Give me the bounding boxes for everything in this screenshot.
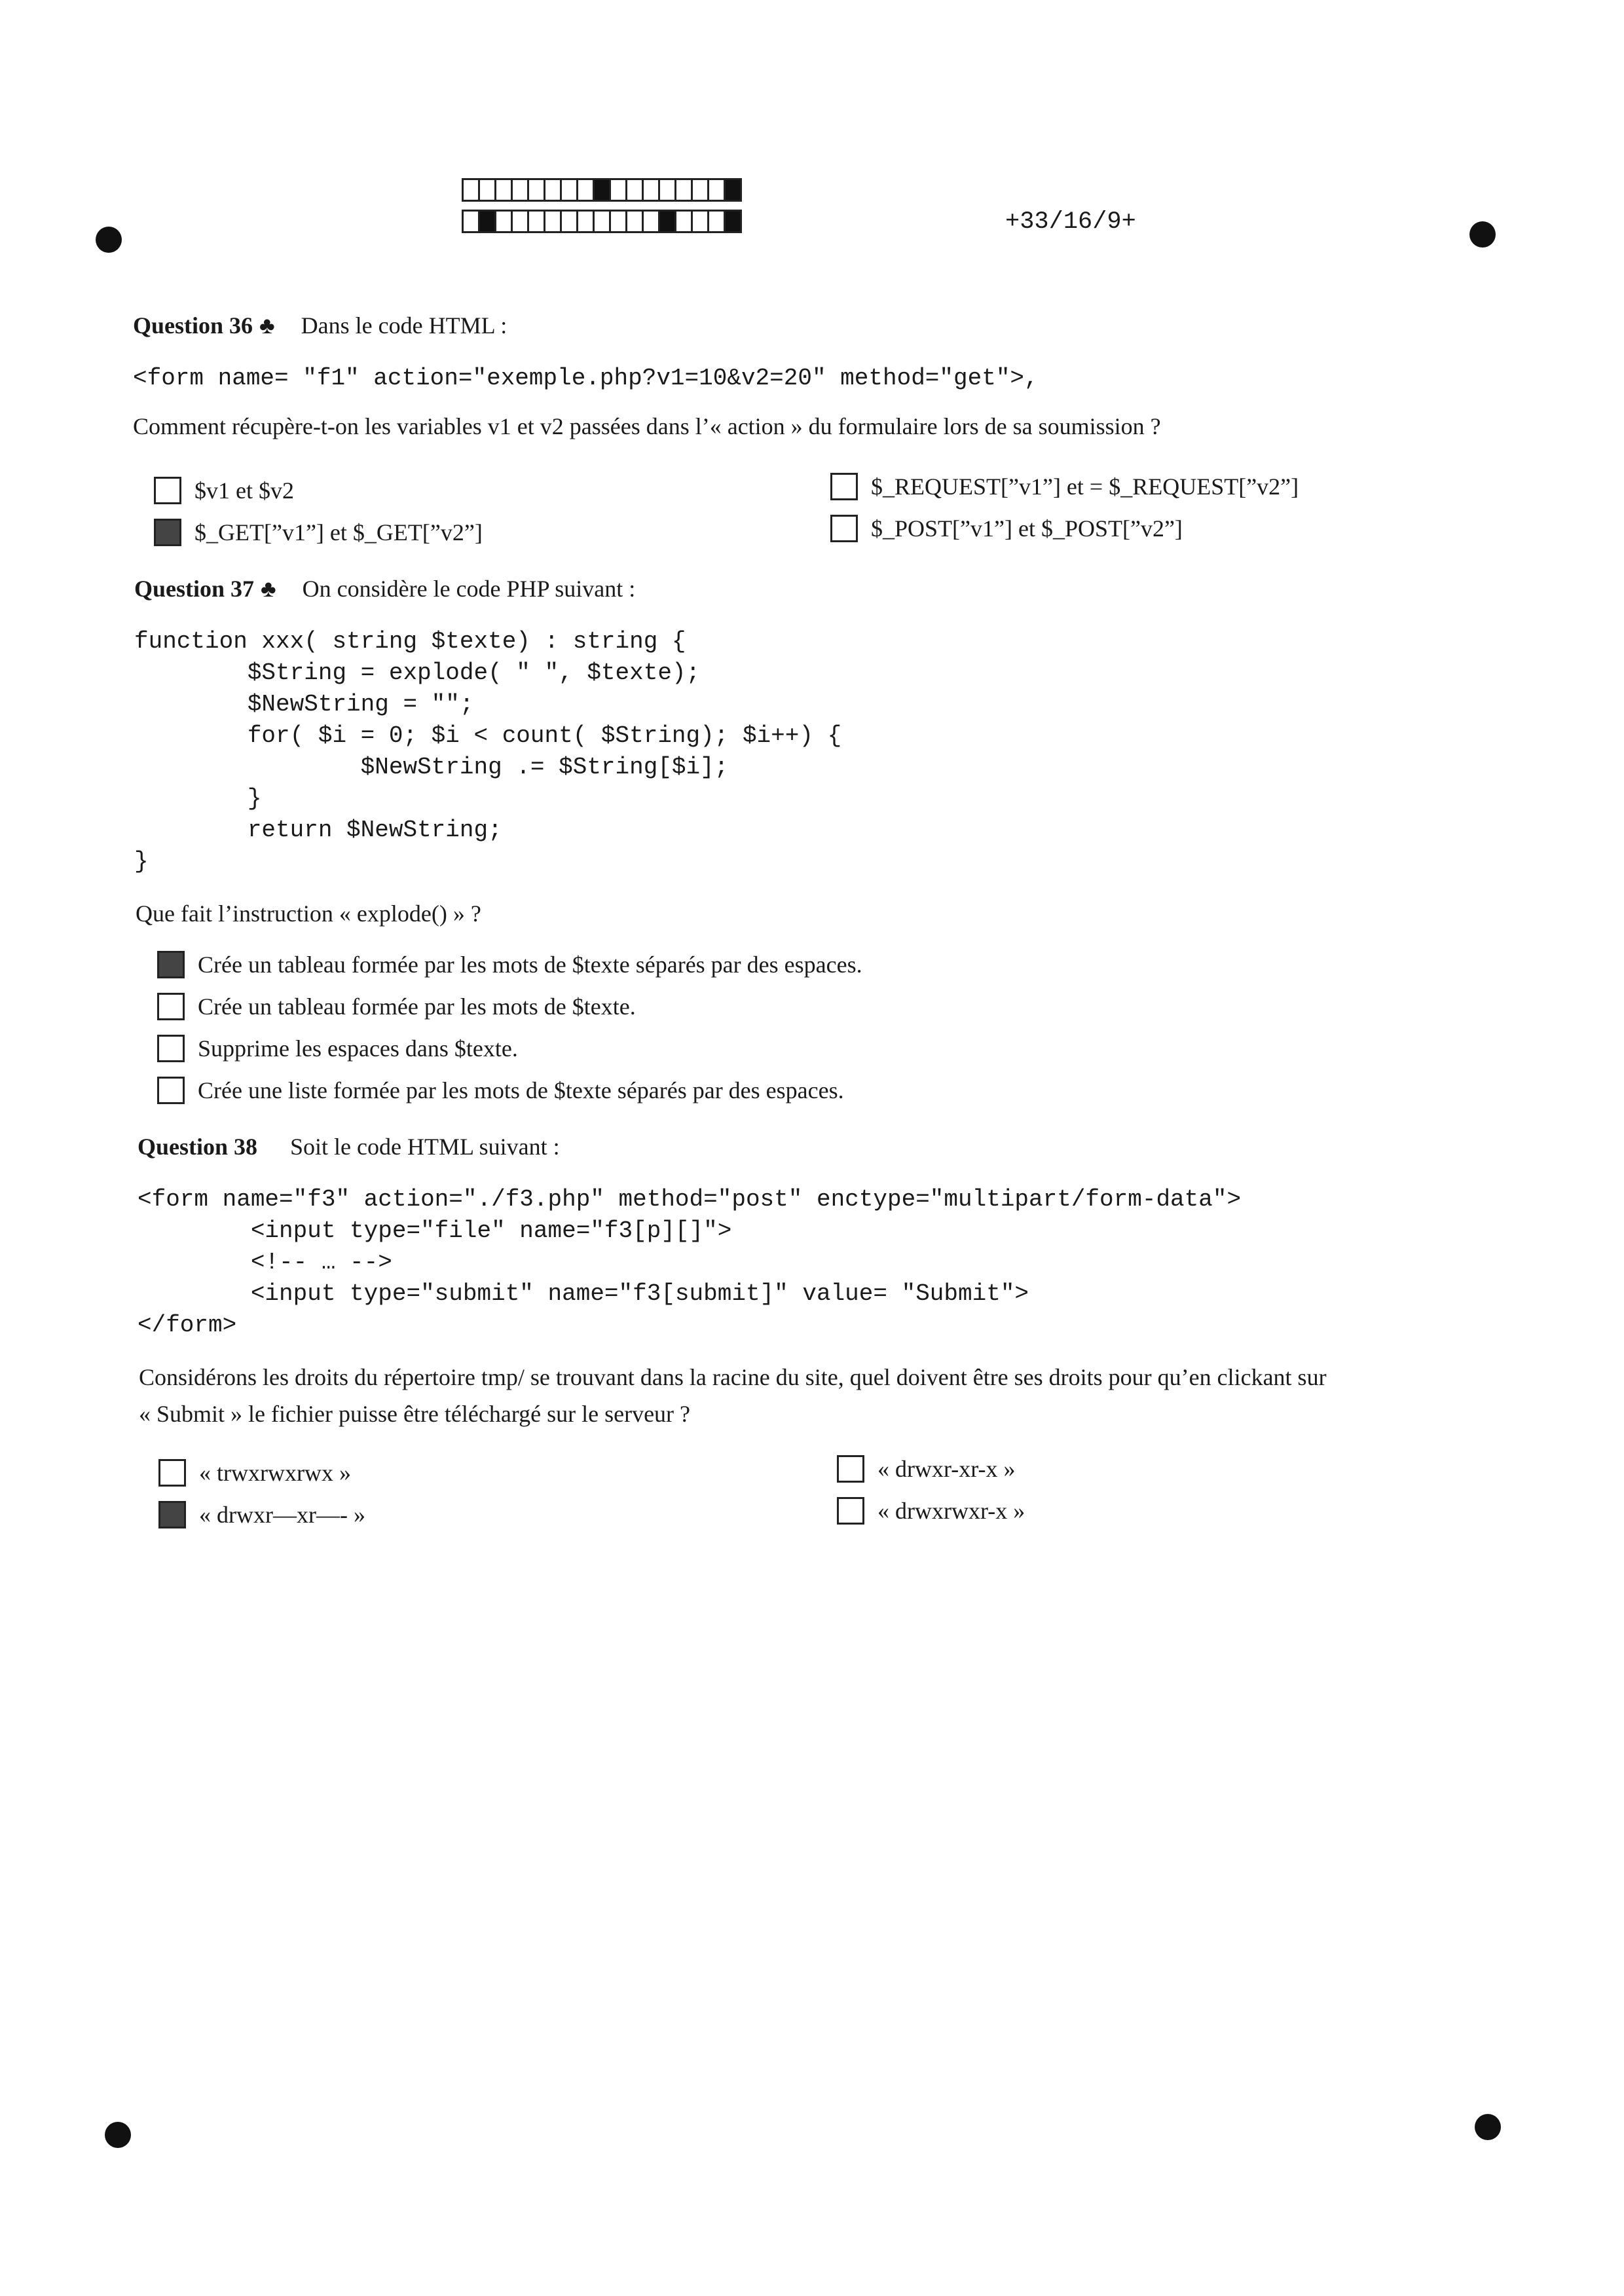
checkbox[interactable] <box>830 515 858 542</box>
barcode-cell-filled <box>480 212 496 231</box>
answer-text: « drwxrwxr-x » <box>877 1498 1025 1524</box>
barcode-cell <box>578 180 595 200</box>
barcode-cell <box>496 180 513 200</box>
barcode-cell <box>545 180 562 200</box>
barcode-cell <box>464 180 480 200</box>
question-37-code: function xxx( string $texte) : string { $String = explode( " ", $texte); $NewString = ""; for( $i = 0; $i < count( $String); $i++) { $NewString .= $String[$i]; } return $NewString; } <box>134 628 842 875</box>
barcode-cell <box>595 212 611 231</box>
question-intro: On considère le code PHP suivant : <box>302 576 636 602</box>
barcode-cell <box>611 180 627 200</box>
barcode-cell-filled <box>660 212 676 231</box>
answer-text: $_POST[”v1”] et $_POST[”v2”] <box>871 515 1183 542</box>
page-id: +33/16/9+ <box>1005 208 1136 236</box>
barcode-cell <box>562 212 578 231</box>
checkbox-checked[interactable] <box>157 951 185 978</box>
answer-option[interactable] <box>157 1035 518 1062</box>
question-label: Question 36 <box>133 312 253 339</box>
answer-text: $_REQUEST[”v1”] et = $_REQUEST[”v2”] <box>871 473 1299 500</box>
answer-text: « trwxrwxrwx » <box>199 1460 351 1486</box>
barcode-cell <box>693 180 709 200</box>
barcode-cell-filled <box>726 180 740 200</box>
question-36-text: Comment récupère-t-on les variables v1 et v2 passées dans l’« action » du formulaire lors de sa soumission ? <box>133 413 1161 439</box>
barcode-cell <box>660 180 676 200</box>
barcode-cell <box>709 180 726 200</box>
corner-mark-bottom-left <box>105 2122 131 2148</box>
barcode-cell <box>627 180 644 200</box>
answer-text: Crée un tableau formée par les mots de $texte séparés par des espaces. <box>198 952 862 978</box>
question-38-text-line2: « Submit » le fichier puisse être téléchargé sur le serveur ? <box>139 1401 691 1427</box>
barcode-row-2 <box>462 210 742 233</box>
corner-mark-top-left <box>96 227 122 253</box>
question-intro: Dans le code HTML : <box>301 312 507 339</box>
barcode-cell <box>627 212 644 231</box>
answer-option[interactable] <box>154 519 483 546</box>
barcode-cell <box>709 212 726 231</box>
barcode-cell-filled <box>595 180 611 200</box>
question-38-text-line1: Considérons les droits du répertoire tmp/ se trouvant dans la racine du site, quel doivent être ses droits pour qu’en clickant sur <box>139 1364 1327 1390</box>
club-icon: ♣ <box>261 576 276 602</box>
question-37-text: Que fait l’instruction « explode() » ? <box>136 900 481 927</box>
checkbox[interactable] <box>830 473 858 500</box>
club-icon: ♣ <box>259 312 275 339</box>
checkbox-checked[interactable] <box>154 519 181 546</box>
barcode-cell <box>496 212 513 231</box>
barcode-cell <box>676 212 693 231</box>
barcode-cell <box>578 212 595 231</box>
answer-option[interactable] <box>154 477 294 504</box>
barcode-cell <box>611 212 627 231</box>
checkbox[interactable] <box>837 1455 864 1483</box>
barcode-cell <box>644 180 660 200</box>
barcode-cell <box>676 180 693 200</box>
question-label: Question 37 <box>134 576 255 602</box>
corner-mark-top-right <box>1469 221 1496 248</box>
barcode-cell <box>529 212 545 231</box>
checkbox[interactable] <box>158 1459 186 1487</box>
barcode-cell <box>513 180 529 200</box>
answer-option[interactable] <box>158 1459 351 1487</box>
answer-option[interactable] <box>837 1497 1025 1525</box>
answer-text: « drwxr-xr-x » <box>877 1456 1016 1482</box>
answer-text: $_GET[”v1”] et $_GET[”v2”] <box>194 519 483 546</box>
question-38-code: <form name="f3" action="./f3.php" method="post" enctype="multipart/form-data"> <input type="file" name="f3[p][]"> <!-- … --> <input type="submit" name="f3[submit]" value= "Submit"> </form> <box>138 1186 1242 1339</box>
checkbox[interactable] <box>154 477 181 504</box>
barcode-cell <box>513 212 529 231</box>
question-36-code: <form name= "f1" action="exemple.php?v1=10&v2=20" method="get">, <box>133 365 1039 392</box>
corner-mark-bottom-right <box>1475 2114 1501 2140</box>
answer-option[interactable] <box>157 993 636 1020</box>
answer-option[interactable] <box>830 515 1183 542</box>
question-intro: Soit le code HTML suivant : <box>290 1134 560 1160</box>
checkbox[interactable] <box>157 993 185 1020</box>
checkbox[interactable] <box>837 1497 864 1525</box>
answer-option[interactable] <box>157 951 862 978</box>
answer-option[interactable] <box>157 1077 844 1104</box>
answer-option[interactable] <box>830 473 1299 500</box>
answer-text: Crée un tableau formée par les mots de $texte. <box>198 993 636 1020</box>
question-36-title <box>133 312 507 339</box>
barcode-cell <box>562 180 578 200</box>
question-label: Question 38 <box>138 1134 258 1160</box>
barcode-cell <box>644 212 660 231</box>
barcode-cell <box>529 180 545 200</box>
checkbox-checked[interactable] <box>158 1501 186 1528</box>
barcode-cell <box>464 212 480 231</box>
question-37-title <box>134 575 635 602</box>
barcode-cell <box>545 212 562 231</box>
checkbox[interactable] <box>157 1077 185 1104</box>
checkbox[interactable] <box>157 1035 185 1062</box>
question-38-title <box>138 1133 560 1160</box>
barcode-row-1 <box>462 178 742 202</box>
barcode-cell-filled <box>726 212 740 231</box>
answer-text: $v1 et $v2 <box>194 477 294 504</box>
answer-text: « drwxr—xr—- » <box>199 1502 365 1528</box>
answer-text: Supprime les espaces dans $texte. <box>198 1035 518 1062</box>
answer-option[interactable] <box>158 1501 365 1528</box>
answer-text: Crée une liste formée par les mots de $texte séparés par des espaces. <box>198 1077 844 1103</box>
barcode-cell <box>693 212 709 231</box>
answer-option[interactable] <box>837 1455 1016 1483</box>
barcode-cell <box>480 180 496 200</box>
